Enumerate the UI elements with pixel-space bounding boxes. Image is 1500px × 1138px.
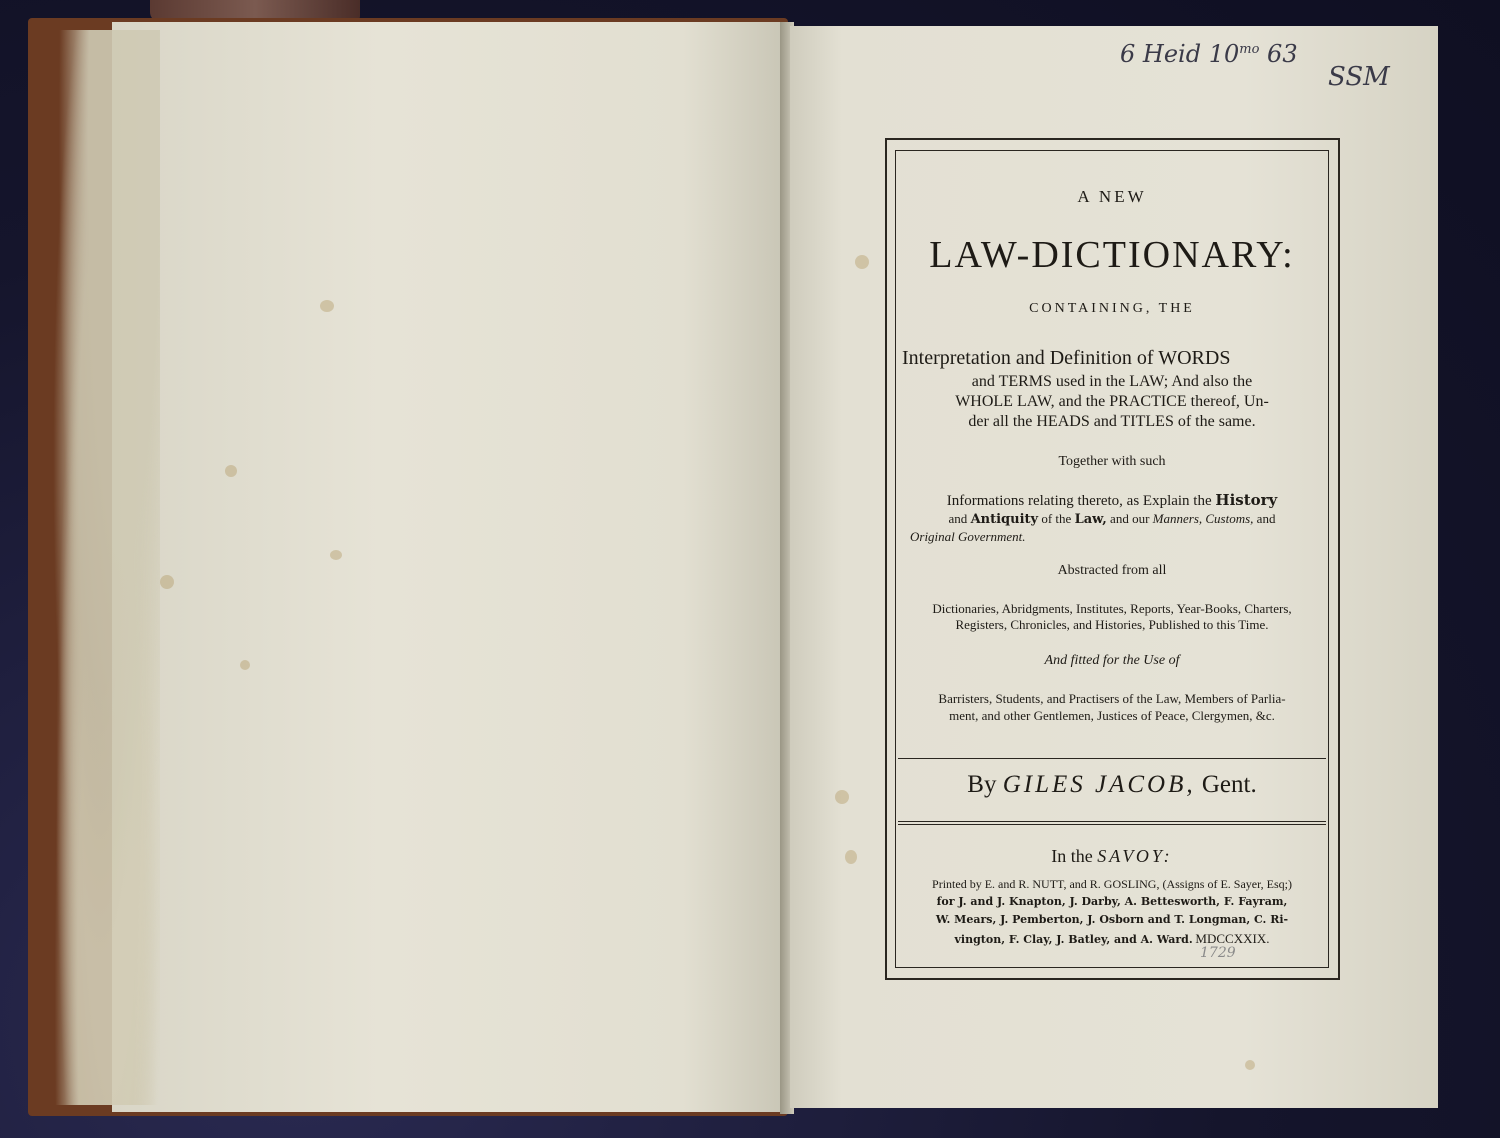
foxing-spot (855, 255, 869, 269)
foxing-spot (160, 575, 174, 589)
in-the: In the (1051, 846, 1093, 866)
containing-line: CONTAINING, THE (1029, 301, 1195, 316)
pencil-date-annotation: 1729 (1200, 945, 1236, 961)
foxing-spot (320, 300, 334, 312)
author-name: GILES JACOB, (1002, 771, 1196, 798)
shelfmark-annotation (1120, 40, 1298, 68)
shelfmark-sup: mo (1239, 42, 1260, 57)
info-text: and our (1110, 511, 1150, 526)
rule-below-author (898, 821, 1326, 822)
imprint-line-3: W. Mears, J. Pemberton, J. Osborn and T. Longman, C. Ri- (935, 913, 1289, 926)
foxing-spot (1245, 1060, 1255, 1070)
fitted-text: And fitted for the Use of (1044, 653, 1180, 668)
imprint-line-2: for J. and J. Knapton, J. Darby, A. Bettesworth, F. Fayram, (936, 895, 1288, 908)
original-government-italic: Original Government. (910, 529, 1026, 544)
interpretation-line-3: WHOLE LAW, and the PRACTICE thereof, Un- (955, 393, 1269, 410)
imprint-year: MDCCXXIX. (1195, 931, 1270, 946)
informations-line-2 (896, 511, 1328, 527)
interpretation-line-4: der all the HEADS and TITLES of the same. (968, 413, 1256, 430)
foxing-spot (845, 850, 857, 864)
foxing-spot (240, 660, 250, 670)
torn-paper-edge (40, 30, 160, 1105)
author-line (896, 771, 1328, 799)
fitted-line (896, 653, 1328, 669)
interpretation-line-2: and TERMS used in the LAW; And also the (971, 373, 1253, 390)
imprint-names: vington, F. Clay, J. Batley, and A. Ward. (954, 933, 1193, 946)
a-new-heading: A NEW (1077, 187, 1147, 206)
sources-line-1: Dictionaries, Abridgments, Institutes, Reports, Year-Books, Charters, (932, 601, 1292, 616)
rule-above-author (898, 758, 1326, 759)
together-line: Together with such (1058, 454, 1166, 469)
title-frame-inner (895, 150, 1329, 968)
rule-below-author-2 (898, 824, 1326, 825)
imprint-line-1: Printed by E. and R. NUTT, and R. GOSLING, (Assigns of E. Sayer, Esq;) (932, 877, 1292, 891)
antiquity-blackletter: Antiquity (970, 512, 1039, 527)
info-text: and (948, 511, 968, 526)
manners-italic: Manners, Customs, (1152, 511, 1254, 526)
savoy: SAVOY: (1097, 846, 1173, 866)
info-text: of the (1041, 511, 1072, 526)
abstracted-line: Abstracted from all (1057, 563, 1167, 578)
informations-line-3 (910, 529, 1342, 545)
blank-endpaper (112, 22, 784, 1112)
shelfmark-number: 63 (1267, 40, 1298, 68)
imprint-line-4 (896, 931, 1328, 947)
history-blackletter: History (1215, 491, 1278, 509)
law-blackletter: Law, (1074, 512, 1107, 527)
audience-line-1: Barristers, Students, and Practisers of the Law, Members of Parlia- (938, 691, 1286, 706)
foxing-spot (225, 465, 237, 477)
informations-line-1 (896, 491, 1328, 510)
audience-line-2: ment, and other Gentlemen, Justices of Peace, Clergymen, &c. (949, 708, 1275, 723)
info-text: Informations relating thereto, as Explain the (946, 493, 1212, 509)
main-title: LAW-DICTIONARY: (929, 234, 1295, 276)
sources-line-2: Registers, Chronicles, and Histories, Published to this Time. (955, 617, 1269, 632)
foxing-spot (835, 790, 849, 804)
initials-annotation: SSM (1328, 62, 1390, 92)
info-text: and (1256, 511, 1276, 526)
place-line (896, 846, 1328, 867)
shelfmark-text: 6 Heid 10 (1120, 40, 1240, 68)
foxing-spot (330, 550, 342, 560)
gent-word: Gent. (1201, 771, 1257, 798)
interpretation-line-1: Interpretation and Definition of WORDS (902, 347, 1231, 369)
by-word: By (967, 771, 997, 798)
